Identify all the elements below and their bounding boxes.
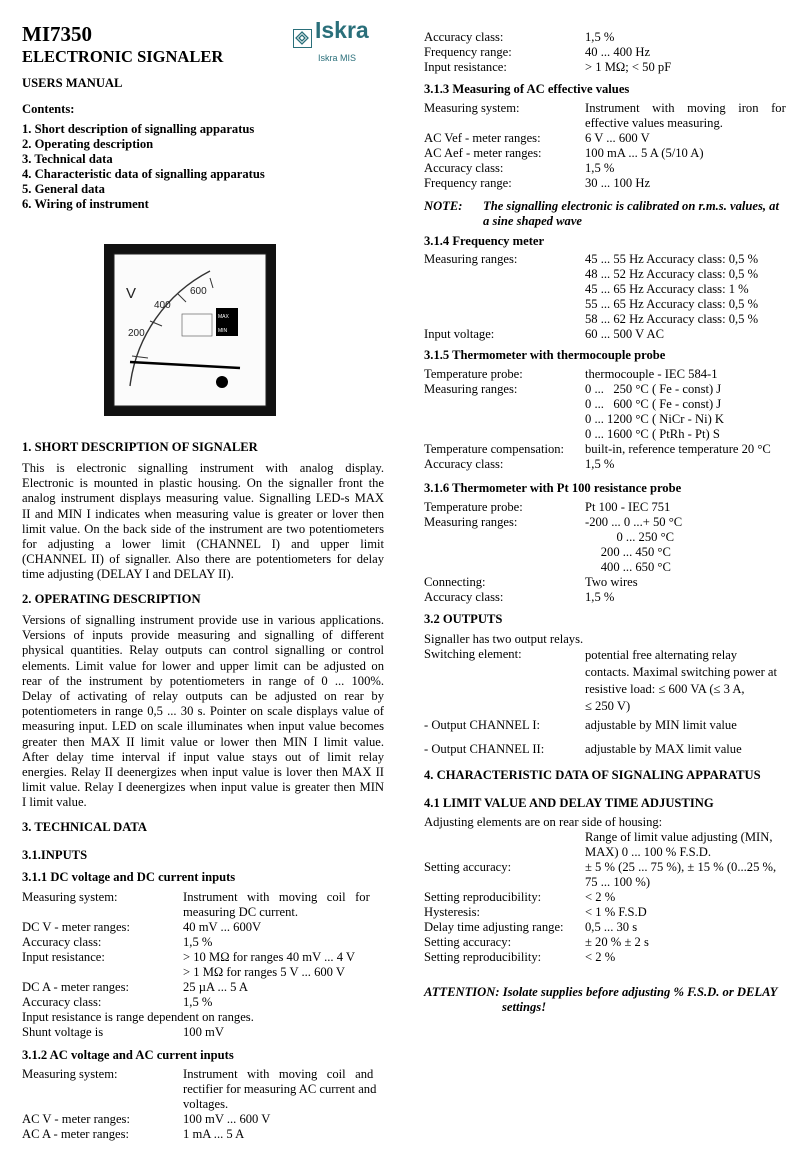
thermocouple-spec-row [424, 442, 788, 457]
contents-title: Contents: [22, 102, 75, 116]
thermocouple-spec-row [424, 397, 788, 412]
dc-spec-row-key: Input resistance is range dependent on ranges. [22, 1010, 254, 1024]
ac-spec-row [22, 1082, 384, 1097]
document-title: ELECTRONIC SIGNALER [22, 47, 224, 66]
contents-item: 4. Characteristic data of signalling apparatus [22, 167, 265, 181]
contents-item: 5. General data [22, 182, 105, 196]
pt100-spec-row-key: Measuring ranges: [424, 515, 518, 529]
section-3-2-title: 3.2 OUTPUTS [424, 612, 503, 626]
section-3-1-6-title: 3.1.6 Thermometer with Pt 100 resistance probe [424, 481, 682, 495]
adjusting-spec-row [424, 830, 788, 845]
section-3-title: 3. TECHNICAL DATA [22, 820, 147, 834]
adjusting-spec-row-key: Setting accuracy: [424, 935, 512, 949]
frequency-spec-row [424, 282, 788, 297]
switching-element-line: resistive load: ≤ 600 VA (≤ 3 A, [585, 682, 745, 696]
dc-spec-table [22, 890, 384, 1040]
pt100-spec-row [424, 530, 788, 545]
thermocouple-spec-row-value: 0 ... 1200 °C ( NiCr - Ni) K [585, 412, 725, 426]
frequency-spec-row-value: 45 ... 65 Hz Accuracy class: 1 % [585, 282, 749, 296]
dc-spec-row-key: Shunt voltage is [22, 1025, 104, 1039]
pt100-spec-row [424, 545, 788, 560]
adjusting-spec-row-value: ± 5 % (25 ... 75 %), ± 15 % (0...25 %, [585, 860, 777, 874]
iskra-logo [293, 17, 385, 67]
adjusting-spec-row-key: Delay time adjusting range: [424, 920, 564, 934]
dc-spec-row [22, 890, 384, 905]
frequency-spec-row-value: 55 ... 65 Hz Accuracy class: 0,5 % [585, 297, 759, 311]
ac-spec-table [22, 1067, 384, 1142]
dc-spec-row [22, 920, 384, 935]
ac-spec-row [424, 60, 788, 75]
effective-spec-row [424, 161, 788, 176]
contents-item: 1. Short description of signalling apparatus [22, 122, 255, 136]
section-2-line: energies. Relay II deenergizes when input value is lover then MAX II [22, 765, 384, 780]
frequency-spec-row [424, 297, 788, 312]
adjusting-spec-row-value: < 2 % [585, 890, 616, 904]
pt100-spec-row-value: 0 ... 250 °C [585, 530, 674, 544]
adjusting-spec-row-value: < 1 % F.S.D [585, 905, 647, 919]
ac-spec-row [22, 1097, 384, 1112]
section-4-1-title: 4.1 LIMIT VALUE AND DELAY TIME ADJUSTING [424, 796, 714, 810]
thermocouple-spec-row-value: thermocouple - IEC 584-1 [585, 367, 718, 381]
ac-spec-row-key: Accuracy class: [424, 30, 504, 44]
switching-element-line: ≤ 250 V) [585, 699, 631, 713]
section-1-line: Electronic is mounted in plastic housing. On the signaller front the [22, 476, 384, 491]
adjusting-spec-row-key: Setting accuracy: [424, 860, 512, 874]
section-2-body [22, 613, 384, 811]
dc-spec-row-value: 1,5 % [183, 995, 213, 1009]
dc-spec-row-key: Input resistance: [22, 950, 105, 964]
thermocouple-spec-row-value: 0 ... 1600 °C ( PtRh - Pt) S [585, 427, 720, 441]
dc-spec-row-key: Accuracy class: [22, 935, 102, 949]
meter-tick-400: 400 [154, 300, 171, 311]
thermocouple-spec-row-key: Measuring ranges: [424, 382, 518, 396]
effective-spec-row-value: 6 V ... 600 V [585, 131, 650, 145]
effective-spec-row-key: AC Vef - meter ranges: [424, 131, 541, 145]
contents-item: 3. Technical data [22, 152, 113, 166]
output-channel-1-value: adjustable by MIN limit value [585, 718, 737, 732]
adjusting-spec-row-value: Range of limit value adjusting (MIN, [585, 830, 773, 844]
section-2-line: Delay of activating of relay outputs can be adjusted on rear by [22, 689, 384, 704]
meter-tick-200: 200 [128, 328, 145, 339]
ac-spec-row-key: Input resistance: [424, 60, 507, 74]
thermocouple-spec-row-key: Temperature probe: [424, 367, 523, 381]
effective-spec-row-value: effective values measuring. [585, 116, 723, 130]
section-1-title: 1. SHORT DESCRIPTION OF SIGNALER [22, 440, 258, 454]
output-channel-2-label: - Output CHANNEL II: [424, 742, 545, 756]
ac-spec-row-value: Instrument with moving coil and [183, 1067, 374, 1081]
dc-spec-row-value: measuring DC current. [183, 905, 299, 919]
ac-spec-row-value: 40 ... 400 Hz [585, 45, 651, 59]
frequency-spec-row [424, 312, 788, 327]
pt100-spec-row-key: Connecting: [424, 575, 486, 589]
frequency-spec-row-value: 45 ... 55 Hz Accuracy class: 0,5 % [585, 252, 759, 266]
section-2-line: physical quantities. Relay outputs can control signalling or control [22, 643, 384, 658]
inputs-title: 3.1.INPUTS [22, 848, 88, 862]
section-1-line: time adjusting (DELAY I and DELAY II). [22, 567, 234, 582]
attention-text-2: settings! [502, 1000, 547, 1014]
frequency-spec-row-value: 60 ... 500 V AC [585, 327, 664, 341]
switching-element-label: Switching element: [424, 647, 522, 661]
logo-mark-icon [293, 29, 312, 48]
section-2-line: elements. Limit value for lower and upper limit can be adjusted on [22, 658, 384, 673]
ac-spec-row-value: 100 mV ... 600 V [183, 1112, 271, 1126]
pt100-spec-row [424, 590, 788, 605]
ac-spec-row-value: 1,5 % [585, 30, 615, 44]
pt100-spec-row [424, 575, 788, 590]
effective-spec-row-key: Frequency range: [424, 176, 512, 190]
dc-spec-row [22, 950, 384, 965]
logo-subtext: Iskra MIS [318, 53, 357, 63]
thermocouple-spec-row [424, 367, 788, 382]
frequency-spec-row-key: Input voltage: [424, 327, 495, 341]
note-label: NOTE: [424, 199, 463, 213]
frequency-spec-row-value: 58 ... 62 Hz Accuracy class: 0,5 % [585, 312, 759, 326]
effective-spec-row-value: 30 ... 100 Hz [585, 176, 651, 190]
ac-spec-table-cont [424, 30, 788, 75]
effective-spec-row-key: Measuring system: [424, 101, 520, 115]
output-channel-1-label: - Output CHANNEL I: [424, 718, 541, 732]
dc-spec-row-value: Instrument with moving coil for [183, 890, 370, 904]
thermocouple-spec-row-value: 0 ... 250 °C ( Fe - const) J [585, 382, 722, 396]
section-2-line: Versions of inputs provide measuring and signalling of different [22, 628, 384, 643]
dc-spec-row-key: DC V - meter ranges: [22, 920, 130, 934]
section-2-title: 2. OPERATING DESCRIPTION [22, 592, 201, 606]
dc-spec-row [22, 965, 384, 980]
note-text-1: The signalling electronic is calibrated on r.m.s. values, at [483, 199, 779, 213]
frequency-spec-row-key: Measuring ranges: [424, 252, 518, 266]
dc-spec-row [22, 995, 384, 1010]
pt100-spec-row-key: Temperature probe: [424, 500, 523, 514]
effective-spec-row [424, 131, 788, 146]
frequency-spec-row [424, 252, 788, 267]
thermocouple-spec-row [424, 457, 788, 472]
effective-spec-table [424, 101, 788, 191]
effective-spec-row-value: 1,5 % [585, 161, 615, 175]
frequency-spec-table [424, 252, 788, 342]
thermocouple-spec-table [424, 367, 788, 472]
meter-tick-600: 600 [190, 286, 207, 297]
section-2-line: limit value. Relay I deenergizes when input value is greater then MIN [22, 780, 384, 795]
dc-spec-row [22, 905, 384, 920]
pt100-spec-row-value: Pt 100 - IEC 751 [585, 500, 671, 514]
adjusting-spec-row-value: 75 ... 100 %) [585, 875, 651, 889]
meter-min-led-label: MIN [218, 328, 228, 334]
section-1-line: This is electronic signalling instrument with analog display. [22, 461, 384, 475]
pt100-spec-row [424, 515, 788, 530]
section-1-line: limit value. On the back side of the instrument are two potentiometers [22, 521, 384, 536]
effective-spec-row [424, 116, 788, 131]
contents-item: 6. Wiring of instrument [22, 197, 149, 211]
logo-wordmark: Iskra [315, 17, 369, 43]
switching-element-value [585, 647, 788, 715]
section-3-1-5-title: 3.1.5 Thermometer with thermocouple probe [424, 348, 666, 362]
note-text-2: a sine shaped wave [483, 214, 582, 228]
ac-spec-row [22, 1127, 384, 1142]
ac-spec-row-value: 1 mA ... 5 A [183, 1127, 245, 1141]
effective-spec-row-key: AC Aef - meter ranges: [424, 146, 542, 160]
dc-spec-row-key: Accuracy class: [22, 995, 102, 1009]
pt100-spec-row-value: 400 ... 650 °C [585, 560, 671, 574]
ac-spec-row-key: AC V - meter ranges: [22, 1112, 130, 1126]
dc-spec-row-value: 40 mV ... 600V [183, 920, 262, 934]
dc-spec-row-value: 1,5 % [183, 935, 213, 949]
pt100-spec-row-value: -200 ... 0 ...+ 50 °C [585, 515, 683, 529]
attention-text-1: ATTENTION: Isolate supplies before adjusting % F.S.D. or DELAY [424, 985, 778, 999]
adjusting-spec-row [424, 845, 788, 860]
adjusting-spec-table [424, 830, 788, 965]
dc-spec-row-value: 100 mV [183, 1025, 224, 1039]
section-1-line: analog instrument displays measuring value. Signalling LED-s MAX [22, 491, 384, 506]
adjusting-spec-row [424, 875, 788, 890]
section-2-line: rear of the instrument by potentiometers in range of 0 ... 100%. [22, 673, 384, 688]
contents-item: 2. Operating description [22, 137, 154, 151]
adjusting-spec-row [424, 950, 788, 965]
dc-spec-row-key: DC A - meter ranges: [22, 980, 130, 994]
pt100-spec-row-key: Accuracy class: [424, 590, 504, 604]
ac-spec-row [22, 1112, 384, 1127]
dc-spec-row [22, 1025, 384, 1040]
ac-spec-row [424, 45, 788, 60]
document-model: MI7350 [22, 22, 92, 46]
dc-spec-row [22, 980, 384, 995]
thermocouple-spec-row [424, 427, 788, 442]
pt100-spec-row-value: 200 ... 450 °C [585, 545, 671, 559]
instrument-photo [90, 226, 290, 426]
section-1-line: II and MIN I indicates when measuring value is greater or lover then [22, 506, 384, 521]
adjusting-spec-row-key: Hysteresis: [424, 905, 480, 919]
adjusting-spec-row [424, 935, 788, 950]
ac-spec-row-value: rectifier for measuring AC current and [183, 1082, 377, 1096]
thermocouple-spec-row-key: Temperature compensation: [424, 442, 565, 456]
section-3-1-3-title: 3.1.3 Measuring of AC effective values [424, 82, 630, 96]
adjusting-spec-row-value: 0,5 ... 30 s [585, 920, 638, 934]
manual-label: USERS MANUAL [22, 76, 123, 90]
ac-spec-row [424, 30, 788, 45]
dc-spec-row-value: > 1 MΩ for ranges 5 V ... 600 V [183, 965, 345, 979]
adjusting-spec-row-value: < 2 % [585, 950, 616, 964]
frequency-spec-row [424, 267, 788, 282]
adjusting-spec-row [424, 860, 788, 875]
pt100-spec-row-value: 1,5 % [585, 590, 615, 604]
section-2-line: Versions of signalling instrument provide use in various applications. [22, 613, 384, 627]
section-2-line: potentiometers in range 0,5 ... 30 s. Pointer on scale displays value of [22, 704, 384, 719]
thermocouple-spec-row-key: Accuracy class: [424, 457, 504, 471]
contents-list [22, 122, 384, 212]
ac-spec-row-value: voltages. [183, 1097, 229, 1111]
dc-spec-row-value: 25 µA ... 5 A [183, 980, 248, 994]
thermocouple-spec-row [424, 382, 788, 397]
frequency-spec-row [424, 327, 788, 342]
section-1-line: (CHANNEL II) of signaller. Also there are potentiometers for delay [22, 552, 384, 567]
adjusting-spec-row-key: Setting reproducibility: [424, 890, 542, 904]
thermocouple-spec-row-value: built-in, reference temperature 20 °C [585, 442, 771, 456]
section-1-line: for adjusting a lower limit (CHANNEL I) and upper limit [22, 537, 384, 552]
effective-spec-row-key: Accuracy class: [424, 161, 504, 175]
switching-element-line: contacts. Maximal switching power at [585, 665, 778, 679]
section-1-body [22, 461, 384, 583]
meter-max-led-label: MAX [218, 314, 229, 320]
dc-spec-row-value: > 10 MΩ for ranges 40 mV ... 4 V [183, 950, 356, 964]
ac-spec-row-key: AC A - meter ranges: [22, 1127, 130, 1141]
adjusting-spec-row [424, 920, 788, 935]
pt100-spec-row [424, 500, 788, 515]
ac-spec-row-key: Frequency range: [424, 45, 512, 59]
pt100-spec-table [424, 500, 788, 605]
effective-spec-row [424, 101, 788, 116]
outputs-intro: Signaller has two output relays. [424, 632, 584, 646]
meter-unit: V [126, 285, 137, 302]
adjusting-spec-row [424, 890, 788, 905]
section-2-line: greater then MAX II limit value or lower then MIN I limit value. [22, 734, 384, 749]
adjusting-spec-row [424, 905, 788, 920]
effective-spec-row [424, 146, 788, 161]
frequency-spec-row-value: 48 ... 52 Hz Accuracy class: 0,5 % [585, 267, 759, 281]
section-3-1-2-title: 3.1.2 AC voltage and AC current inputs [22, 1048, 234, 1062]
ac-spec-row-value: > 1 MΩ; < 50 pF [585, 60, 672, 74]
section-2-line: After delay time interval if input value stays out of limit relay [22, 749, 384, 764]
dc-spec-row-key: Measuring system: [22, 890, 118, 904]
adjusting-spec-row-value: MAX) 0 ... 100 % F.S.D. [585, 845, 711, 859]
ac-spec-row-key: Measuring system: [22, 1067, 118, 1081]
section-3-1-4-title: 3.1.4 Frequency meter [424, 234, 545, 248]
thermocouple-spec-row-value: 0 ... 600 °C ( Fe - const) J [585, 397, 722, 411]
dc-spec-row [22, 935, 384, 950]
effective-spec-row-value: 100 mA ... 5 A (5/10 A) [585, 146, 704, 160]
pt100-spec-row-value: Two wires [585, 575, 638, 589]
section-3-1-1-title: 3.1.1 DC voltage and DC current inputs [22, 870, 236, 884]
adjusting-intro: Adjusting elements are on rear side of housing: [424, 815, 663, 829]
effective-spec-row [424, 176, 788, 191]
section-4-title: 4. CHARACTERISTIC DATA OF SIGNALING APPARATUS [424, 768, 761, 782]
output-channel-2-value: adjustable by MAX limit value [585, 742, 742, 756]
ac-spec-row [22, 1067, 384, 1082]
switching-element-line: potential free alternating relay [585, 648, 738, 662]
thermocouple-spec-row-value: 1,5 % [585, 457, 615, 471]
effective-spec-row-value: Instrument with moving iron for [585, 101, 786, 115]
adjusting-spec-row-key: Setting reproducibility: [424, 950, 542, 964]
section-2-line: I limit value. [22, 795, 87, 810]
thermocouple-spec-row [424, 412, 788, 427]
pt100-spec-row [424, 560, 788, 575]
section-2-line: measuring input. LED on scale illuminates when input value becomes [22, 719, 384, 734]
dc-spec-row [22, 1010, 384, 1025]
adjusting-spec-row-value: ± 20 % ± 2 s [585, 935, 649, 949]
